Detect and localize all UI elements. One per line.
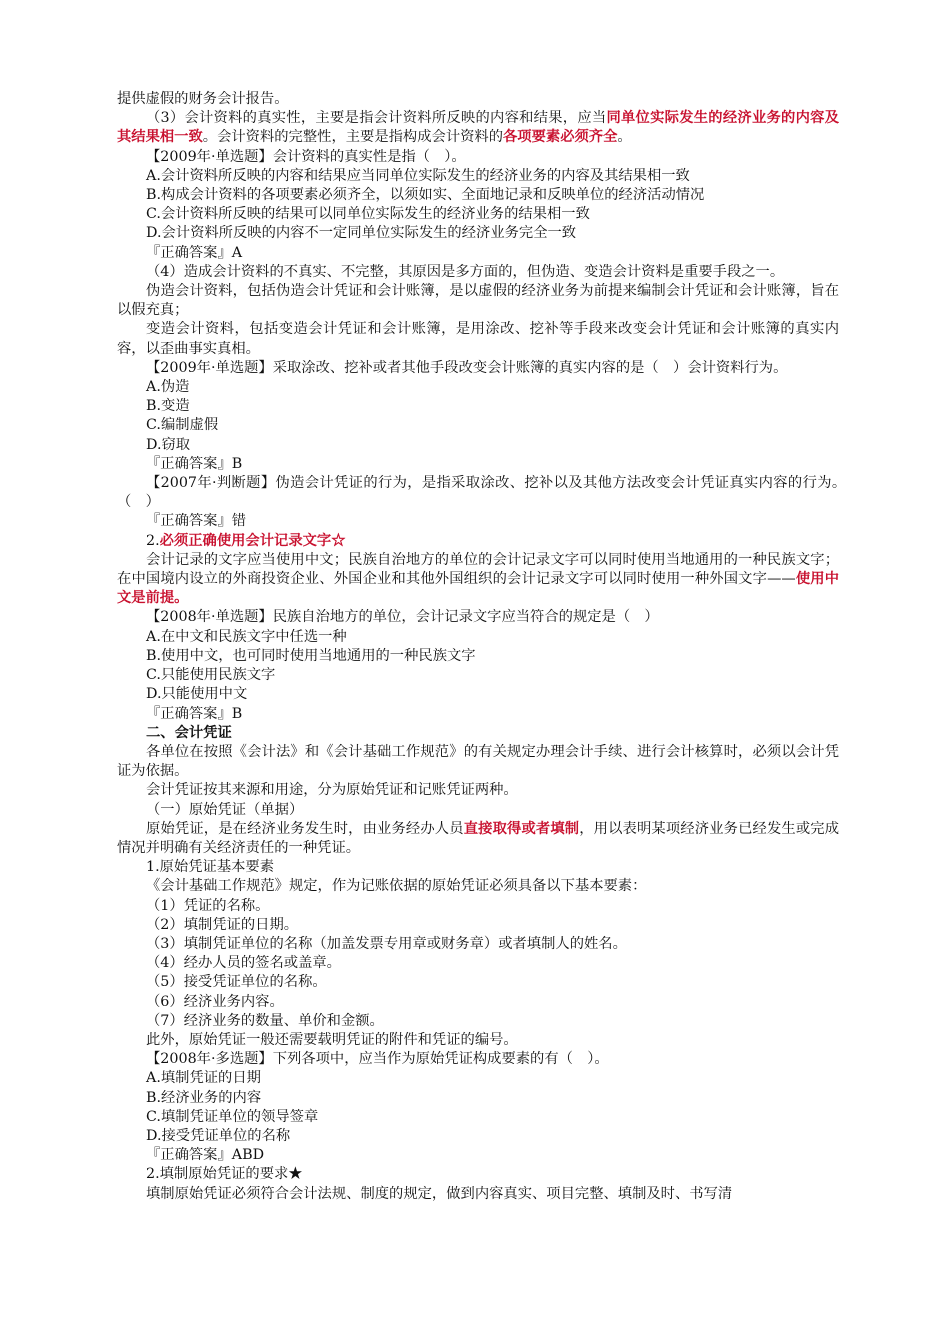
paragraph <box>117 916 839 935</box>
text-run: （6）经济业务内容。 <box>146 993 284 1010</box>
text-run: 会计凭证按其来源和用途，分为原始凭证和记账凭证两种。 <box>146 782 518 799</box>
text-run: D.窃取 <box>146 436 191 453</box>
text-run: 【2008年·多选题】下列各项中，应当作为原始凭证构成要素的有（ ）。 <box>146 1051 609 1068</box>
text-run: 『正确答案』A <box>146 244 243 261</box>
paragraph <box>117 416 839 435</box>
document-body <box>117 90 854 1204</box>
paragraph <box>117 973 839 992</box>
text-run: 1.原始凭证基本要素 <box>146 859 275 876</box>
text-run: B.构成会计资料的各项要素必须齐全，以须如实、全面地记录和反映单位的经济活动情况 <box>146 187 705 204</box>
text-run: C.编制虚假 <box>146 417 219 434</box>
paragraph <box>117 954 839 973</box>
paragraph <box>117 705 839 724</box>
text-run: 【2007年·判断题】伪造会计凭证的行为，是指采取涂改、挖补以及其他方法改变会计凭证真实内容的行为。 （ ） <box>117 475 854 511</box>
text-run: （3）填制凭证单位的名称（加盖发票专用章或财务章）或者填制人的姓名。 <box>146 935 627 952</box>
paragraph <box>117 1069 839 1088</box>
paragraph <box>117 109 839 147</box>
text-run: C.填制凭证单位的领导签章 <box>146 1108 319 1125</box>
emphasis-text: 使用中文是前提。 <box>117 571 840 607</box>
text-run: （4）经办人员的签名或盖章。 <box>146 955 341 972</box>
paragraph <box>117 1127 839 1146</box>
text-run: 此外，原始凭证一般还需要载明凭证的附件和凭证的编号。 <box>146 1031 518 1048</box>
text-run: （一）原始凭证（单据） <box>146 801 304 818</box>
emphasis-text: 必须正确使用会计记录文字☆ <box>159 532 346 549</box>
text-run: （5）接受凭证单位的名称。 <box>146 974 327 991</box>
paragraph <box>117 743 839 781</box>
paragraph <box>117 1165 839 1184</box>
text-run: 提供虚假的财务会计报告。 <box>117 91 289 107</box>
text-run: 伪造会计资料，包括伪造会计凭证和会计账簿，是以虚假的经济业务为前提来编制会计凭证和会计账簿，旨在以假充真； <box>117 283 839 319</box>
paragraph <box>117 935 839 954</box>
text-run: A.填制凭证的日期 <box>146 1070 261 1087</box>
emphasis-text: 直接取得或者填制 <box>463 820 580 837</box>
text-run: D.只能使用中文 <box>146 686 248 703</box>
paragraph <box>117 186 839 205</box>
text-run: A.会计资料所反映的内容和结果应当同单位实际发生的经济业务的内容及其结果相一致 <box>146 167 690 184</box>
paragraph <box>117 205 839 224</box>
text-run: （1）凭证的名称。 <box>146 897 270 914</box>
paragraph <box>117 1185 839 1204</box>
text-run: 填制原始凭证必须符合会计法规、制度的规定，做到内容真实、项目完整、填制及时、书写清 <box>146 1185 733 1202</box>
text-run: 2.填制原始凭证的要求★ <box>146 1166 303 1183</box>
paragraph <box>117 685 839 704</box>
paragraph <box>117 532 839 551</box>
paragraph <box>117 512 839 531</box>
text-run: D.接受凭证单位的名称 <box>146 1127 291 1144</box>
text-run: B.使用中文，也可同时使用当地通用的一种民族文字 <box>146 647 476 664</box>
text-run: 原始凭证，是在经济业务发生时，由业务经办人员 <box>146 820 464 837</box>
text-run: 《会计基础工作规范》规定，作为记账依据的原始凭证必须具备以下基本要素： <box>146 878 647 895</box>
paragraph <box>117 1089 839 1108</box>
paragraph <box>117 1012 839 1031</box>
paragraph <box>117 993 839 1012</box>
text-run: （7）经济业务的数量、单价和金额。 <box>146 1012 384 1029</box>
paragraph <box>117 397 839 416</box>
paragraph <box>117 647 839 666</box>
paragraph <box>117 474 854 512</box>
paragraph <box>117 1031 839 1050</box>
paragraph <box>117 282 839 320</box>
paragraph <box>117 608 839 627</box>
text-run: （4）造成会计资料的不真实、不完整，其原因是多方面的，但伪造、变造会计资料是重要手段之一。 <box>146 263 785 280</box>
paragraph <box>117 820 839 858</box>
text-run: 【2009年·单选题】会计资料的真实性是指（ ）。 <box>146 148 466 165</box>
paragraph <box>117 455 839 474</box>
paragraph <box>117 436 839 455</box>
paragraph <box>117 167 839 186</box>
text-run: B.变造 <box>146 398 190 415</box>
paragraph <box>117 628 839 647</box>
paragraph <box>117 320 839 358</box>
text-run: 。 <box>617 129 632 146</box>
text-run: （3）会计资料的真实性，主要是指会计资料所反映的内容和结果，应当 <box>146 110 607 127</box>
text-run: 『正确答案』B <box>146 705 243 722</box>
paragraph <box>117 877 839 896</box>
paragraph <box>117 244 839 263</box>
text-run: B.经济业务的内容 <box>146 1089 262 1106</box>
paragraph <box>117 263 839 282</box>
paragraph <box>117 666 839 685</box>
text-run: 。会计资料的完整性，主要是指构成会计资料的 <box>202 129 504 146</box>
section-heading: 二、会计凭证 <box>146 724 232 741</box>
paragraph <box>117 801 839 820</box>
text-run: C.会计资料所反映的结果可以同单位实际发生的经济业务的结果相一致 <box>146 206 590 223</box>
text-run: 【2009年·单选题】采取涂改、挖补或者其他手段改变会计账簿的真实内容的是（ ）会计资料行为。 <box>146 359 788 376</box>
paragraph <box>117 224 839 243</box>
paragraph <box>117 90 839 109</box>
text-run: 『正确答案』错 <box>146 513 247 530</box>
emphasis-text: 各项要素必须齐全 <box>503 129 618 146</box>
paragraph <box>117 551 839 609</box>
text-run: 变造会计资料，包括变造会计凭证和会计账簿，是用涂改、挖补等手段来改变会计凭证和会计账簿的真实内容，以歪曲事实真相。 <box>117 321 839 357</box>
paragraph <box>117 378 839 397</box>
paragraph <box>117 1050 839 1069</box>
text-run: 会计记录的文字应当使用中文；民族自治地方的单位的会计记录文字可以同时使用当地通用的一种民族文字；在中国境内设立的外商投资企业、外国企业和其他外国组织的会计记录文字可以同时使用一种外国文字—— <box>117 551 839 588</box>
paragraph <box>117 359 839 378</box>
text-run: 2. <box>146 532 160 549</box>
paragraph <box>117 148 839 167</box>
text-run: A.伪造 <box>146 379 190 396</box>
text-run: 『正确答案』B <box>146 455 243 472</box>
emphasis-text: 同单位实际发生的经济业务的内容及其结果相一致 <box>117 110 840 146</box>
text-run: ，用以表明某项经济业务已经发生或完成情况并明确有关经济责任的一种凭证。 <box>117 820 840 856</box>
text-run: （2）填制凭证的日期。 <box>146 916 299 933</box>
paragraph <box>117 781 839 800</box>
text-run: 各单位在按照《会计法》和《会计基础工作规范》的有关规定办理会计手续、进行会计核算时，必须以会计凭证为依据。 <box>117 743 839 780</box>
paragraph <box>117 858 839 877</box>
text-run: 【2008年·单选题】民族自治地方的单位，会计记录文字应当符合的规定是（ ） <box>146 609 659 626</box>
paragraph <box>117 724 839 743</box>
text-run: C.只能使用民族文字 <box>146 667 276 684</box>
paragraph <box>117 897 839 916</box>
text-run: D.会计资料所反映的内容不一定同单位实际发生的经济业务完全一致 <box>146 225 577 242</box>
text-run: 『正确答案』ABD <box>146 1147 265 1164</box>
paragraph <box>117 1108 839 1127</box>
paragraph <box>117 1146 839 1165</box>
text-run: A.在中文和民族文字中任选一种 <box>146 628 347 645</box>
